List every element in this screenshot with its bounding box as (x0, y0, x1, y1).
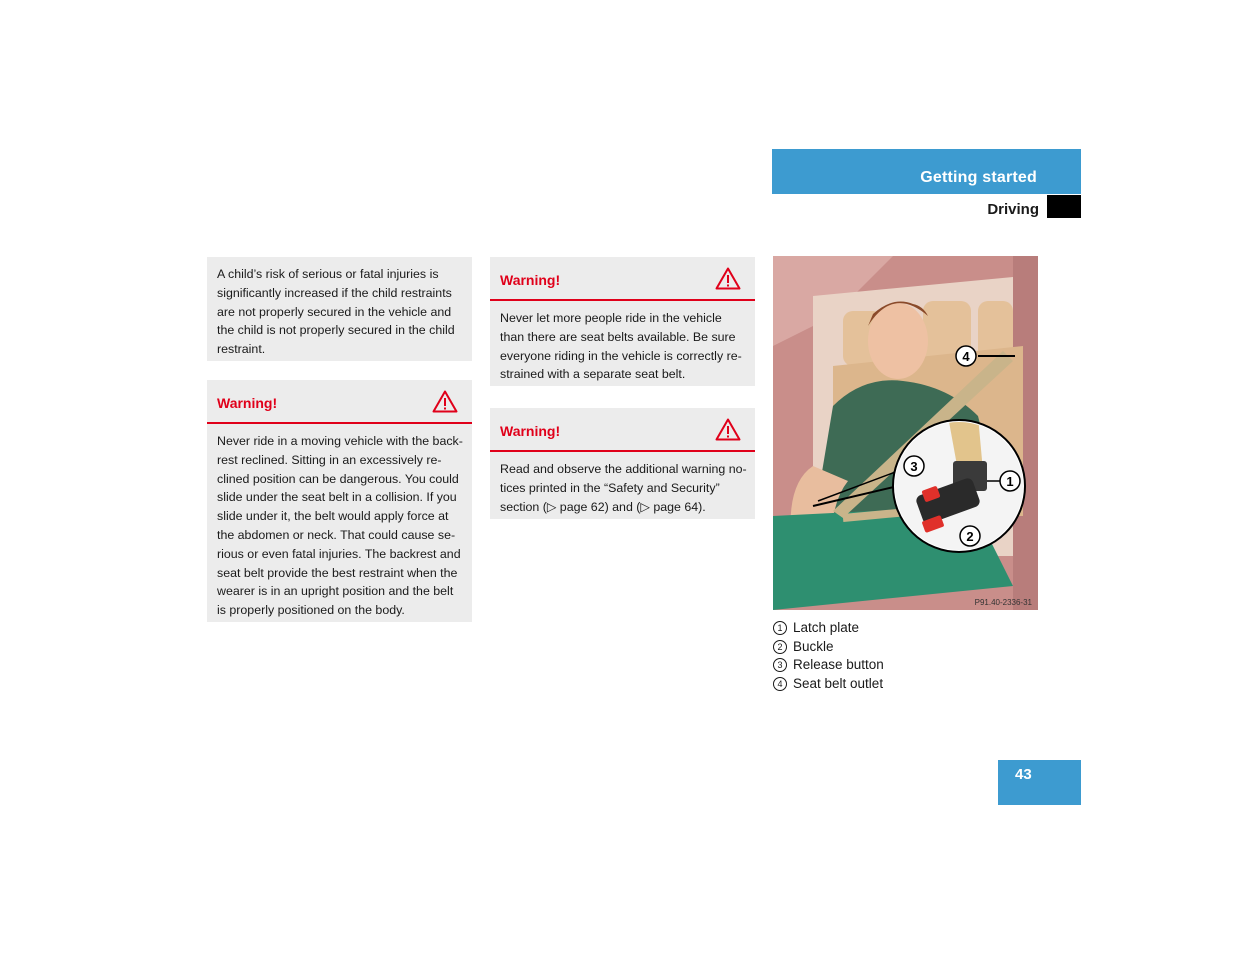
illustration-legend (773, 619, 884, 693)
warning-label: Warning! (500, 423, 561, 439)
seat-belt-drawing (773, 256, 1038, 610)
legend-label: Release button (793, 657, 884, 673)
page-number: 43 (1015, 766, 1032, 783)
legend-number: 1 (773, 621, 787, 635)
illustration-code: P91.40-2336-31 (974, 598, 1032, 607)
page-number-box (998, 760, 1081, 805)
warning-box-additional (490, 408, 755, 519)
callout-3-icon (904, 456, 924, 476)
legend-item (773, 619, 884, 638)
warning-triangle-icon (715, 418, 741, 441)
child-safety-note (207, 257, 472, 361)
warning-triangle-icon (715, 267, 741, 290)
warning-label: Warning! (500, 272, 561, 288)
legend-item (773, 638, 884, 657)
warning-text: Never let more people ride in the vehicle than there are seat belts available. Be sure everyone riding in the vehicle is correctly re-strained with a separate seat belt. (500, 311, 742, 382)
svg-text:4: 4 (962, 349, 970, 364)
warning-triangle-icon (432, 390, 458, 413)
warning-text: Never ride in a moving vehicle with the back-rest reclined. Sitting in an excessively re-clined position can be dangerous. You could slide under the seat belt in a collision. If you slide under it, the belt would apply force at the abdomen or neck. That could cause se-rious or even fatal injuries. The backrest and seat belt provide the best restraint when the wearer is in an upright position and the belt is properly positioned on the body. (217, 434, 463, 618)
warning-header (490, 257, 755, 301)
legend-item (773, 656, 884, 675)
svg-text:1: 1 (1006, 474, 1014, 489)
child-safety-text: A child’s risk of serious or fatal injuries is significantly increased if the child restraints are not properly secured in the vehicle and the child is not properly secured in the child restraint. (217, 267, 455, 357)
legend-number: 2 (773, 640, 787, 654)
legend-label: Latch plate (793, 620, 860, 635)
warning-box-seat-count (490, 257, 755, 386)
legend-label: Buckle (793, 638, 834, 654)
warning-label: Warning! (217, 395, 278, 411)
callout-1-icon (1000, 471, 1020, 491)
warning-header (207, 380, 472, 424)
section-title: Getting started (920, 169, 1037, 186)
seat-belt-illustration (773, 256, 1038, 610)
subsection-title: Driving (987, 201, 1039, 218)
legend-number: 4 (773, 677, 787, 691)
warning-header (490, 408, 755, 452)
legend-item (773, 675, 884, 694)
warning-box-backrest (207, 380, 472, 622)
legend-label: Seat belt outlet (793, 675, 884, 691)
callout-4-icon (956, 346, 976, 366)
svg-text:3: 3 (910, 459, 918, 474)
legend-number: 3 (773, 658, 787, 672)
section-header-bar (772, 149, 1081, 194)
svg-text:2: 2 (966, 529, 974, 544)
callout-2-icon (960, 526, 980, 546)
warning-text: Read and observe the additional warning no-tices printed in the “Safety and Security” section (▷ page 62) and (▷ page 64). (500, 462, 747, 514)
subsection-marker (1047, 195, 1081, 218)
